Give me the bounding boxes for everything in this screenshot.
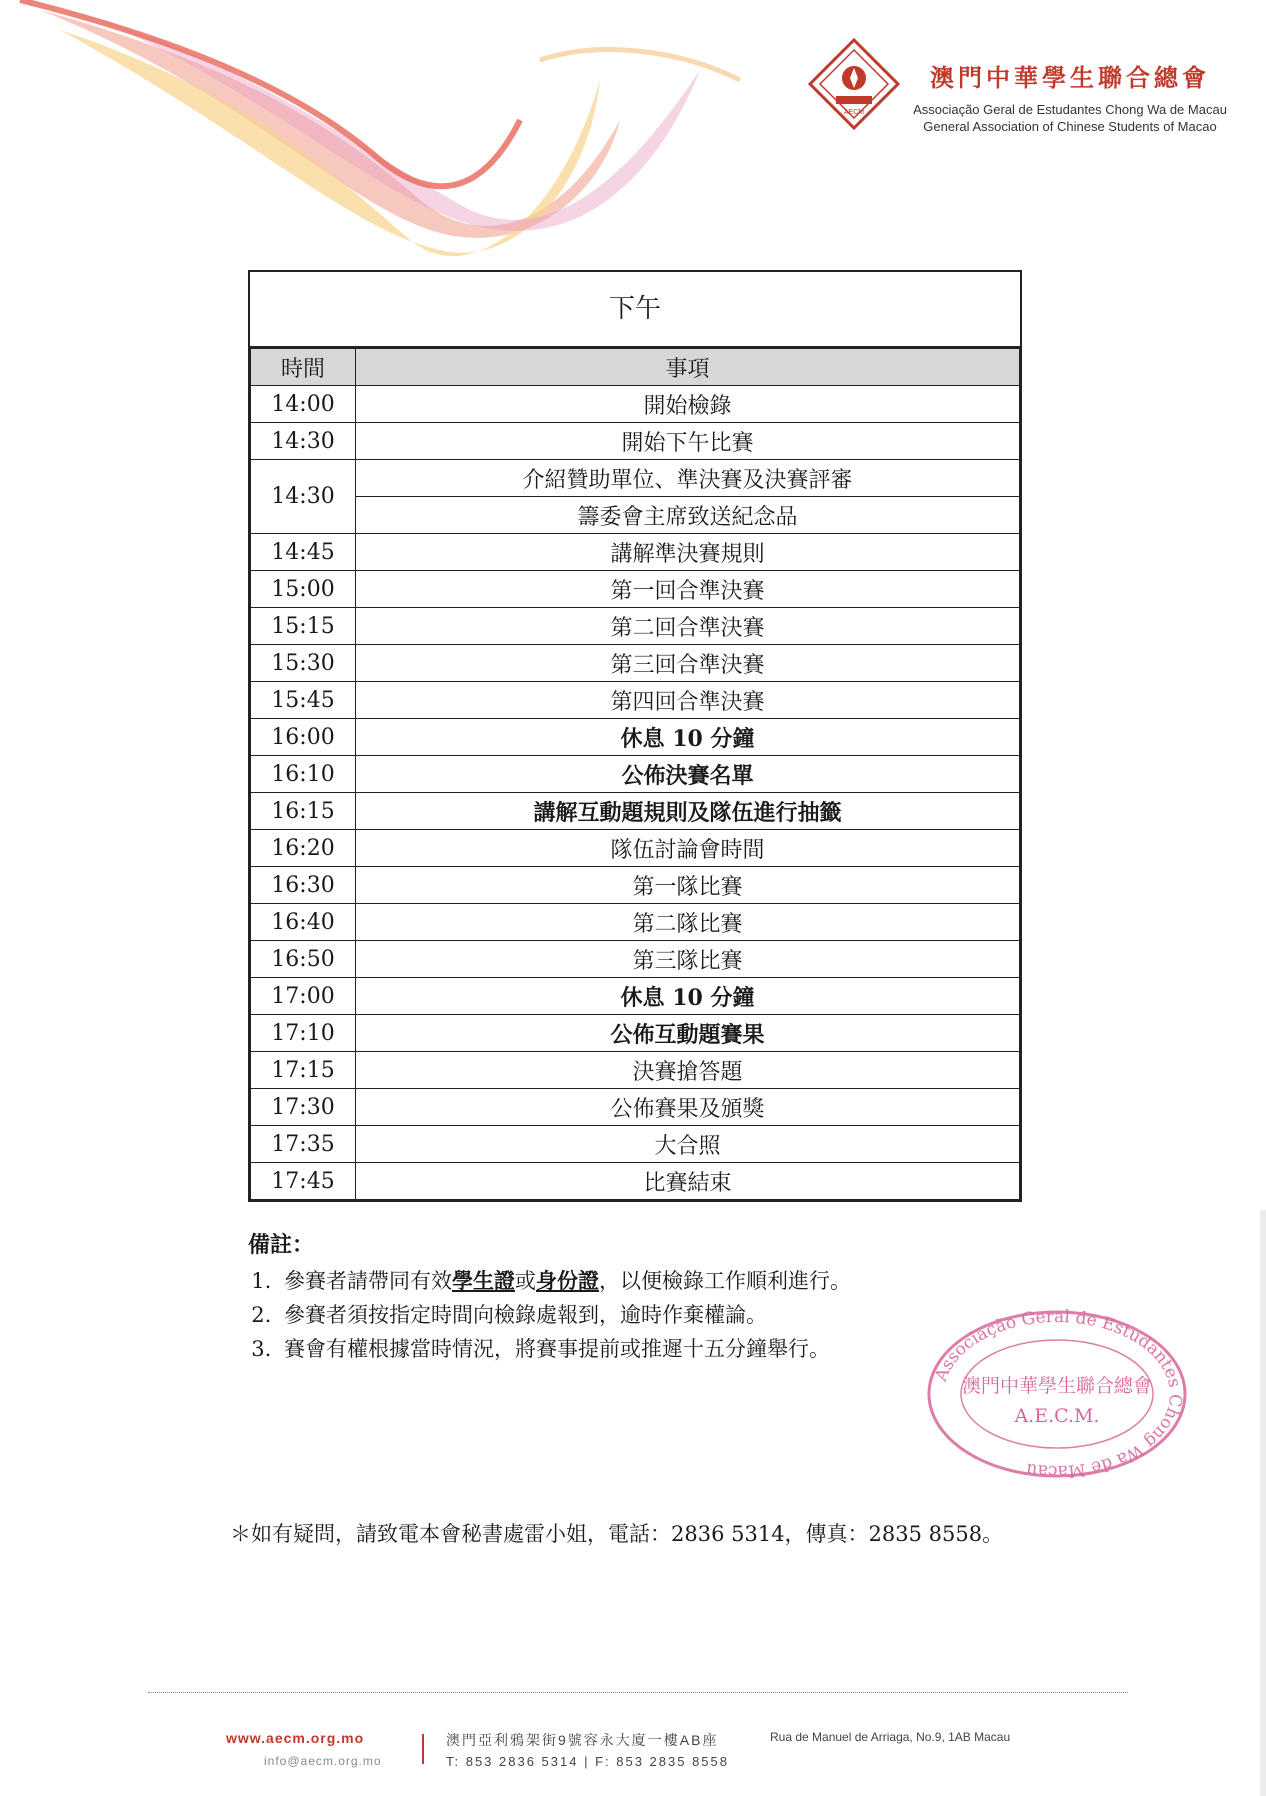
- item-cell: 第二回合準決賽: [356, 608, 1020, 645]
- table-row: [251, 1126, 1020, 1163]
- time-cell: 17:35: [251, 1126, 356, 1163]
- table-row: [251, 867, 1020, 904]
- schedule-grid: [250, 348, 1020, 1200]
- time-cell: 16:50: [251, 941, 356, 978]
- item-cell: 開始下午比賽: [356, 423, 1020, 460]
- table-row: [251, 941, 1020, 978]
- item-cell: 講解互動題規則及隊伍進行抽籤: [356, 793, 1020, 830]
- item-cell: 第一回合準決賽: [356, 571, 1020, 608]
- org-name-pt: Associação Geral de Estudantes Chong Wa de Macau: [913, 102, 1227, 117]
- table-row: [251, 904, 1020, 941]
- item-cell: 介紹贊助單位、準決賽及決賽評審: [356, 460, 1020, 497]
- table-row: [251, 1089, 1020, 1126]
- footer-email-link[interactable]: info@aecm.org.mo: [264, 1754, 382, 1768]
- item-cell: 休息 10 分鐘: [356, 978, 1020, 1015]
- item-cell: 第四回合準決賽: [356, 682, 1020, 719]
- time-cell: 17:15: [251, 1052, 356, 1089]
- table-row: [251, 830, 1020, 867]
- table-row: [251, 386, 1020, 423]
- item-cell: 隊伍討論會時間: [356, 830, 1020, 867]
- time-cell: 15:45: [251, 682, 356, 719]
- table-row: [251, 534, 1020, 571]
- schedule-title: 下午: [250, 272, 1020, 348]
- item-cell: 講解準決賽規則: [356, 534, 1020, 571]
- item-cell: 比賽結束: [356, 1163, 1020, 1200]
- item-cell: 第三回合準決賽: [356, 645, 1020, 682]
- notes-section: [248, 1228, 1008, 1366]
- time-cell: 14:45: [251, 534, 356, 571]
- item-cell: 公佈賽果及頒獎: [356, 1089, 1020, 1126]
- decorative-swoosh: [0, 0, 760, 270]
- stamp-center-abbr: A.E.C.M.: [1014, 1405, 1100, 1427]
- time-cell: 15:30: [251, 645, 356, 682]
- time-cell: 14:00: [251, 386, 356, 423]
- notes-list: [248, 1264, 1008, 1366]
- item-cell: 休息 10 分鐘: [356, 719, 1020, 756]
- item-cell: 公佈互動題賽果: [356, 1015, 1020, 1052]
- logo-text: AECM: [843, 109, 865, 116]
- time-cell: 16:00: [251, 719, 356, 756]
- table-row: [251, 756, 1020, 793]
- time-cell: 16:20: [251, 830, 356, 867]
- time-cell: 17:30: [251, 1089, 356, 1126]
- notes-title: 備註：: [248, 1232, 315, 1258]
- table-row: [251, 682, 1020, 719]
- table-row: [251, 645, 1020, 682]
- note-item: 3. 賽會有權根據當時情況，將賽事提前或推遲十五分鐘舉行。: [278, 1332, 1008, 1366]
- item-cell: 決賽搶答題: [356, 1052, 1020, 1089]
- student-card-term: 學生證: [452, 1268, 515, 1293]
- item-cell: 籌委會主席致送紀念品: [356, 497, 1020, 534]
- stamp-center-zh: 澳門中華學生聯合總會: [961, 1375, 1153, 1397]
- time-cell: 16:10: [251, 756, 356, 793]
- org-name-en: General Association of Chinese Students of Macao: [923, 119, 1217, 134]
- stamp-ring-text: Associação Geral de Estudantes Chong Wa de Macau: [931, 1306, 1186, 1482]
- time-cell: 14:30: [251, 423, 356, 460]
- table-row: [251, 423, 1020, 460]
- scan-edge: [1260, 1210, 1266, 1796]
- time-cell: 16:30: [251, 867, 356, 904]
- table-row: [251, 1163, 1020, 1200]
- table-row: [251, 719, 1020, 756]
- contact-note: ＊如有疑問，請致電本會秘書處雷小姐，電話：2836 5314，傳真：2835 8558。: [230, 1522, 1004, 1546]
- time-cell: 17:45: [251, 1163, 356, 1200]
- item-cell: 公佈決賽名單: [356, 756, 1020, 793]
- time-cell: 16:40: [251, 904, 356, 941]
- org-name-zh: 澳門中華學生聯合總會: [930, 63, 1210, 92]
- table-row: [251, 1052, 1020, 1089]
- footer-divider: [148, 1692, 1128, 1693]
- table-row: [251, 460, 1020, 497]
- note-text: ，以便檢錄工作順利進行。: [599, 1269, 851, 1293]
- note-text: 參賽者請帶同有效: [284, 1269, 452, 1293]
- item-cell: 第二隊比賽: [356, 904, 1020, 941]
- item-cell: 第三隊比賽: [356, 941, 1020, 978]
- organization-name: [905, 58, 1235, 135]
- id-card-term: 身份證: [536, 1268, 599, 1293]
- time-cell: 14:30: [251, 460, 356, 534]
- table-row: [251, 978, 1020, 1015]
- note-item: 2. 參賽者須按指定時間向檢錄處報到，逾時作棄權論。: [278, 1298, 1008, 1332]
- note-text: 或: [515, 1269, 536, 1293]
- table-row: [251, 608, 1020, 645]
- time-cell: 17:10: [251, 1015, 356, 1052]
- time-cell: 17:00: [251, 978, 356, 1015]
- table-row: [251, 497, 1020, 534]
- time-cell: 16:15: [251, 793, 356, 830]
- time-cell: 15:15: [251, 608, 356, 645]
- time-cell: 15:00: [251, 571, 356, 608]
- schedule-table: [248, 270, 1022, 1202]
- footer-address-pt: Rua de Manuel de Arriaga, No.9, 1AB Macau: [770, 1730, 1011, 1744]
- footer-separator: [422, 1734, 424, 1764]
- item-cell: 開始檢錄: [356, 386, 1020, 423]
- table-row: [251, 793, 1020, 830]
- column-header-time: 時間: [251, 349, 356, 386]
- schedule-rows: [251, 386, 1020, 1200]
- footer-address-zh: 澳門亞利鴉架街9號容永大廈一樓AB座: [446, 1732, 719, 1748]
- table-row: [251, 571, 1020, 608]
- note-item: [278, 1264, 1008, 1298]
- column-header-item: 事項: [356, 349, 1020, 386]
- item-cell: 第一隊比賽: [356, 867, 1020, 904]
- footer-website-link[interactable]: www.aecm.org.mo: [226, 1730, 365, 1746]
- item-cell: 大合照: [356, 1126, 1020, 1163]
- footer-tel-fax: T: 853 2836 5314 | F: 853 2835 8558: [446, 1754, 729, 1769]
- aecm-logo: [808, 38, 900, 130]
- official-stamp: [922, 1306, 1192, 1482]
- table-row: [251, 1015, 1020, 1052]
